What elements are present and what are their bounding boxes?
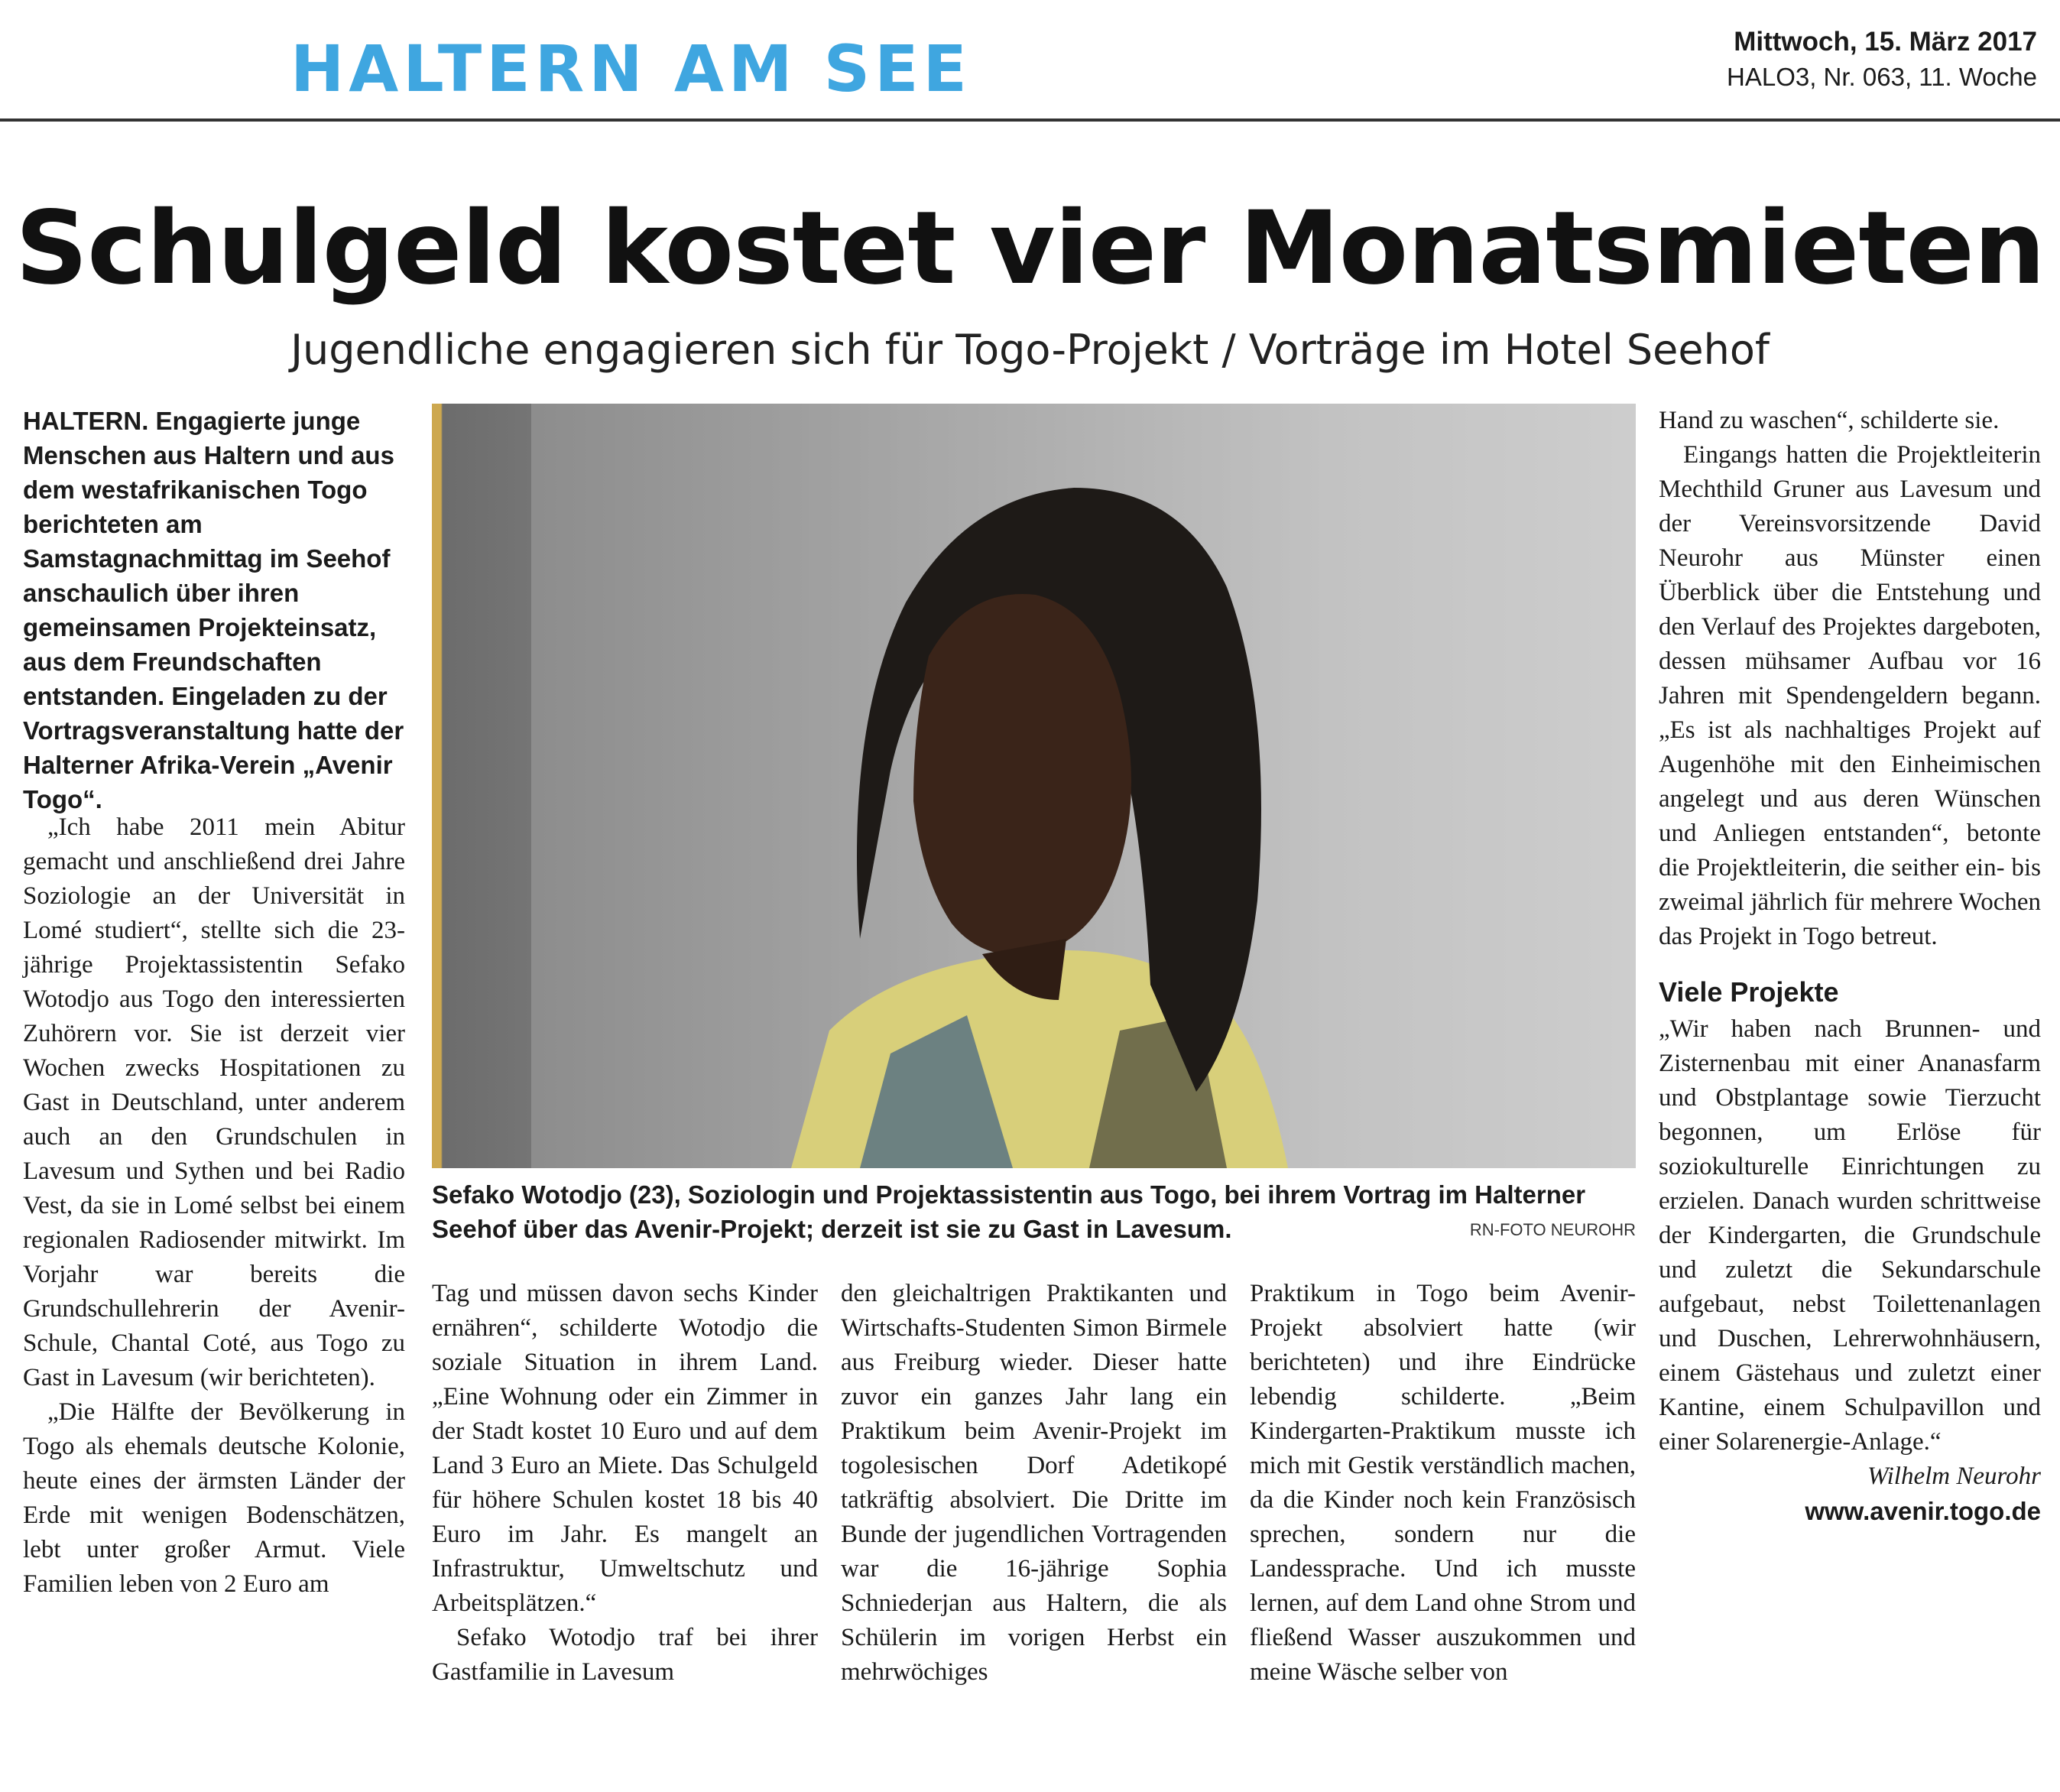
article-column-3 [841, 1277, 1227, 1690]
article-column-1 [23, 810, 405, 1602]
paragraph: Tag und müssen davon sechs Kinder ernähren“, schilderte Wotodjo die soziale Situation in ihrem Land. „Eine Wohnung oder ein Zimmer in der Stadt kostet 10 Euro und auf dem Land 3 Euro an Miete. Das Schulgeld für höhere Schulen kostet 18 bis 40 Euro im Jahr. Es mangelt an Infrastruktur, Umweltschutz und Arbeitsplätzen.“ [432, 1280, 818, 1617]
paragraph: Sefako Wotodjo traf bei ihrer Gastfamilie in Lavesum [432, 1624, 818, 1686]
website-link: www.avenir.togo.de [1805, 1497, 2041, 1525]
author-signature: Wilhelm Neurohr [1867, 1462, 2041, 1490]
paragraph: den gleichaltrigen Praktikanten und Wirtschafts-Studenten Simon Birmele aus Freiburg wieder. Dieser hatte zuvor ein ganzes Jahr lang ein Praktikum beim Avenir-Projekt im togolesischen Dorf Adetikopé tatkräftig absolviert. Die Dritte im Bunde der jugendlichen Vortragenden war die 16-jährige Sophia Schniederjan aus Haltern, die als Schülerin im vorigen Herbst ein mehrwöchiges [841, 1280, 1227, 1686]
paragraph: Eingangs hatten die Projektleiterin Mechthild Gruner aus Lavesum und der Vereinsvorsitzende David Neurohr aus Münster einen Überblick über die Entstehung und den Verlauf des Projektes dargeboten, dessen mühsamer Aufbau vor 16 Jahren mit Spendengeldern begann. „Es ist als nachhaltiges Projekt auf Augenhöhe mit den Einheimischen angelegt und aus deren Wünschen und Anliegen entstanden“, betonte die Projektleiterin, die seither ein- bis zweimal jährlich für mehrere Wochen das Projekt in Togo betreut. [1659, 441, 2041, 950]
section-title: HALTERN AM SEE [290, 31, 972, 106]
photo-caption: Sefako Wotodjo (23), Soziologin und Projektassistentin aus Togo, bei ihrem Vortrag im Halterner Seehof über das Avenir-Projekt; derzeit ist sie zu Gast in Lavesum. [432, 1180, 1586, 1243]
paragraph: „Wir haben nach Brunnen- und Zisternenbau mit einer Ananasfarm und Obstplantage sowie Tierzucht begonnen, um Erlöse für soziokulturelle Einrichtungen zu erzielen. Danach wurden schrittweise der Kindergarten, die Grundschule und zuletzt die Sekundarschule aufgebaut, nebst Toilettenanlagen und Duschen, Lehrerwohnhäusern, einem Gästehaus und zuletzt einer Kantine, einem Schulpavillon und einer Solarenergie-Anlage.“ [1659, 1015, 2041, 1456]
portrait-photo [432, 404, 1636, 1168]
photo-credit: RN-FOTO NEUROHR [1469, 1220, 1636, 1239]
article-column-2 [432, 1277, 818, 1690]
paragraph: Praktikum in Togo beim Avenir-Projekt absolviert hatte (wir berichteten) und ihre Eindrücke lebendig schilderte. „Beim Kindergarten-Praktikum musste ich mich mit Gestik verständlich machen, da die Kinder noch kein Französisch sprechen, sondern nur die Landessprache. Und ich musste lernen, auf dem Land ohne Strom und fließend Wasser auszukommen und meine Wäsche selber von [1250, 1280, 1636, 1686]
author-line [1659, 1459, 2041, 1494]
article-subheadline: Jugendliche engagieren sich für Togo-Projekt / Vorträge im Hotel Seehof [290, 326, 1770, 374]
article-headline: Schulgeld kostet vier Monatsmieten [15, 190, 2045, 307]
issue-number: HALO3, Nr. 063, 11. Woche [1727, 63, 2037, 91]
article-lead: HALTERN. Engagierte junge Menschen aus Haltern und aus dem westafrikanischen Togo berichteten am Samstagnachmittag im Seehof anschaulich über ihren gemeinsamen Projekteinsatz, aus dem Freundschaften entstanden. Eingeladen zu der Vortragsveranstaltung hatte der Halterner Afrika-Verein „Avenir Togo“. [23, 407, 404, 813]
article-column-4 [1250, 1277, 1636, 1690]
portrait-illustration [432, 404, 1636, 1168]
issue-date: Mittwoch, 15. März 2017 [1734, 27, 2037, 57]
masthead-divider [0, 118, 2060, 122]
paragraph: „Die Hälfte der Bevölkerung in Togo als ehemals deutsche Kolonie, heute eines der ärmsten Länder der Erde mit wenigen Bodenschätzen, lebt unter großer Armut. Viele Familien leben von 2 Euro am [23, 1398, 405, 1598]
article-column-5 [1659, 404, 2041, 1528]
paragraph: Hand zu waschen“, schilderte sie. [1659, 407, 2000, 434]
section-subhead: Viele Projekte [1659, 976, 1839, 1008]
paragraph: „Ich habe 2011 mein Abitur gemacht und anschließend drei Jahre Soziologie an der Universität in Lomé studiert“, stellte sich die 23-jährige Projektassistentin Sefako Wotodjo aus Togo den interessierten Zuhörern vor. Sie ist derzeit vier Wochen zwecks Hospitationen zu Gast in Deutschland, unter anderem auch an den Grundschulen in Lavesum und Sythen und bei Radio Vest, da sie in Lomé selbst bei einem regionalen Radiosender mitwirkt. Im Vorjahr war bereits die Grundschullehrerin der Avenir-Schule, Chantal Coté, aus Togo zu Gast in Lavesum (wir berichteten). [23, 813, 405, 1391]
